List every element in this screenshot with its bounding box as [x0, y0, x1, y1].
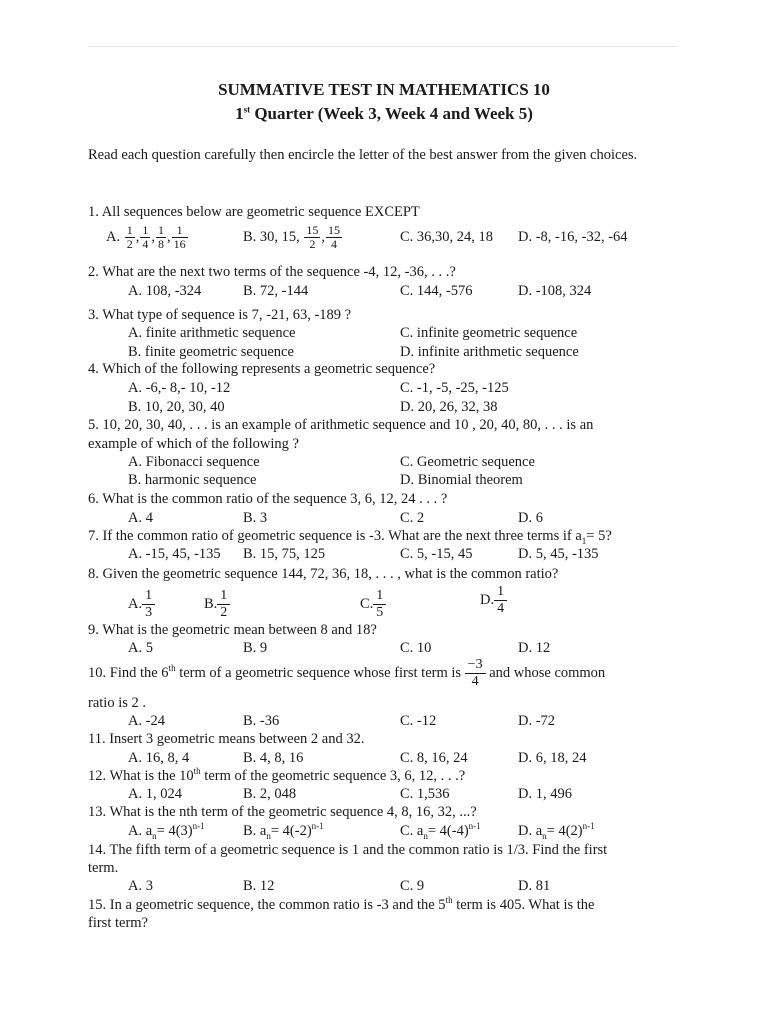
- q10-choice-c: C. -12: [400, 713, 437, 729]
- q10-choice-b: B. -36: [243, 713, 280, 729]
- q14-choice-c: C. 9: [400, 878, 425, 894]
- q2-choice-d: D. -108, 324: [518, 283, 592, 299]
- q10-stem-line2: ratio is 2 .: [88, 695, 146, 711]
- q1-choice-c: C. 36,30, 24, 18: [400, 229, 494, 245]
- q7-choice-c: C. 5, -15, 45: [400, 546, 473, 562]
- q4-choice-c: C. -1, -5, -25, -125: [400, 380, 509, 396]
- q1-b-prefix: B. 30, 15,: [243, 229, 300, 245]
- q6-choice-a: A. 4: [128, 510, 153, 526]
- q5-choice-c: C. Geometric sequence: [400, 454, 535, 470]
- q3-choice-b: B. finite geometric sequence: [128, 344, 294, 360]
- q11-choice-c: C. 8, 16, 24: [400, 750, 468, 766]
- subtitle-sup: st: [243, 104, 251, 115]
- q15-stem-line1: 15. In a geometric sequence, the common ratio is -3 and the 5th term is 405. What is the: [88, 895, 595, 913]
- q5-stem-line2: example of which of the following ?: [88, 436, 299, 452]
- q1-a-frac-3: $\frac{1}{8}$: [157, 223, 164, 252]
- q14-stem-line1: 14. The fifth term of a geometric sequence is 1 and the common ratio is 1/3. Find the first: [88, 842, 608, 858]
- q12-choice-d: D. 1, 496: [518, 786, 572, 802]
- q3-stem: 3. What type of sequence is 7, -21, 63, -189 ?: [88, 307, 352, 323]
- q8-choice-a: A. $\frac{1}{3}$: [128, 584, 155, 624]
- q3-choice-a: A. finite arithmetic sequence: [128, 325, 296, 341]
- q8-b-frac: $\frac{1}{2}$: [217, 588, 230, 621]
- q8-choice-d: D. $\frac{1}{4}$: [480, 580, 507, 620]
- q12-choice-a: A. 1, 024: [128, 786, 182, 802]
- q7-choice-a: A. -15, 45, -135: [128, 546, 221, 562]
- q11-choice-d: D. 6, 18, 24: [518, 750, 587, 766]
- q1-a-frac-1: $\frac{1}{2}$: [126, 223, 133, 252]
- q1-a-prefix: A.: [106, 229, 121, 245]
- q4-choice-d: D. 20, 26, 32, 38: [400, 399, 498, 415]
- q9-choice-b: B. 9: [243, 640, 268, 656]
- q14-choice-a: A. 3: [128, 878, 153, 894]
- q2-choice-a: A. 108, -324: [128, 283, 202, 299]
- q9-choice-d: D. 12: [518, 640, 551, 656]
- q13-choice-d: D. $a_n= 4(2)^{n-1}$: [518, 821, 595, 841]
- q14-choice-d: D. 81: [518, 878, 551, 894]
- q6-choice-b: B. 3: [243, 510, 268, 526]
- q10-choice-d: D. -72: [518, 713, 556, 729]
- q8-d-frac: $\frac{1}{4}$: [494, 584, 507, 617]
- q1-a-frac-4: $\frac{1}{16}$: [173, 223, 186, 252]
- q1-choice-a: A. $\frac{1}{2}$ , $\frac{1}{4}$ , $\frac{1}{8}$ , $\frac{1}{16}$: [106, 223, 186, 252]
- q10-choice-a: A. -24: [128, 713, 166, 729]
- q8-choice-b: B. $\frac{1}{2}$: [204, 584, 230, 624]
- q13-choice-c: C. $a_n= 4(-4)^{n-1}$: [400, 821, 481, 841]
- q11-stem: 11. Insert 3 geometric means between 2 and 32.: [88, 731, 365, 747]
- q6-choice-c: C. 2: [400, 510, 425, 526]
- q12-stem: 12. What is the 10th term of the geometric sequence 3, 6, 12, . . .?: [88, 766, 466, 784]
- subtitle-rest: Quarter (Week 3, Week 4 and Week 5): [250, 104, 533, 123]
- q8-a-frac: $\frac{1}{3}$: [142, 588, 155, 621]
- q5-stem-line1: 5. 10, 20, 30, 40, . . . is an example of arithmetic sequence and 10 , 20, 40, 80, . . . is an: [88, 417, 594, 433]
- page-subtitle: [0, 104, 768, 124]
- q12-choice-c: C. 1,536: [400, 786, 450, 802]
- q7-stem: 7. If the common ratio of geometric sequence is -3. What are the next three terms if $a_1= 5$?: [88, 528, 612, 546]
- q13-choice-b: B. $a_n= 4(-2)^{n-1}$: [243, 821, 324, 841]
- q7-choice-b: B. 15, 75, 125: [243, 546, 326, 562]
- q3-choice-c: C. infinite geometric sequence: [400, 325, 578, 341]
- q13-choice-a: A. $a_n= 4(3)^{n-1}$: [128, 821, 205, 841]
- q5-choice-a: A. Fibonacci sequence: [128, 454, 260, 470]
- q1-choice-b: B. 30, 15, $\frac{15}{2}$ , $\frac{15}{4}$: [243, 223, 341, 252]
- q1-b-frac-2: $\frac{15}{4}$: [328, 223, 341, 252]
- top-rule: [88, 46, 678, 47]
- q14-stem-line2: term.: [88, 860, 119, 876]
- q8-c-frac: $\frac{1}{5}$: [373, 588, 386, 621]
- q4-choice-a: A. -6,- 8,- 10, -12: [128, 380, 231, 396]
- q10-frac: $\frac{-3}{4}$: [465, 657, 486, 690]
- page-title: SUMMATIVE TEST IN MATHEMATICS 10: [218, 80, 550, 99]
- q10-stem-line1: 10. Find the 6th term of a geometric sequence whose first term is $\frac{-3}{4}$ and whose common: [88, 657, 606, 690]
- q2-choice-b: B. 72, -144: [243, 283, 309, 299]
- subtitle-ordinal: 1: [235, 104, 244, 123]
- q12-choice-b: B. 2, 048: [243, 786, 297, 802]
- q6-stem: 6. What is the common ratio of the sequence 3, 6, 12, 24 . . . ?: [88, 491, 448, 507]
- q9-choice-c: C. 10: [400, 640, 432, 656]
- q4-choice-b: B. 10, 20, 30, 40: [128, 399, 225, 415]
- q5-choice-b: B. harmonic sequence: [128, 472, 257, 488]
- q14-choice-b: B. 12: [243, 878, 275, 894]
- q2-stem: 2. What are the next two terms of the sequence -4, 12, -36, . . .?: [88, 264, 456, 280]
- q5-choice-d: D. Binomial theorem: [400, 472, 523, 488]
- q15-stem-line2: first term?: [88, 915, 148, 931]
- q3-choice-d: D. infinite arithmetic sequence: [400, 344, 579, 360]
- q1-b-frac-1: $\frac{15}{2}$: [306, 223, 319, 252]
- q1-a-frac-2: $\frac{1}{4}$: [142, 223, 149, 252]
- q2-choice-c: C. 144, -576: [400, 283, 473, 299]
- q9-choice-a: A. 5: [128, 640, 153, 656]
- q8-stem: 8. Given the geometric sequence 144, 72, 36, 18, . . . , what is the common ratio?: [88, 566, 559, 582]
- q8-choice-c: C. $\frac{1}{5}$: [360, 584, 386, 624]
- q1-stem: 1. All sequences below are geometric sequence EXCEPT: [88, 204, 420, 220]
- q11-choice-a: A. 16, 8, 4: [128, 750, 190, 766]
- q6-choice-d: D. 6: [518, 510, 543, 526]
- q4-stem: 4. Which of the following represents a geometric sequence?: [88, 361, 436, 377]
- q7-choice-d: D. 5, 45, -135: [518, 546, 599, 562]
- q1-choice-d: D. -8, -16, -32, -64: [518, 229, 628, 245]
- q9-stem: 9. What is the geometric mean between 8 and 18?: [88, 622, 377, 638]
- q13-stem: 13. What is the nth term of the geometric sequence 4, 8, 16, 32, ...?: [88, 804, 477, 820]
- q11-choice-b: B. 4, 8, 16: [243, 750, 304, 766]
- instructions: Read each question carefully then encircle the letter of the best answer from the given choices.: [88, 147, 638, 163]
